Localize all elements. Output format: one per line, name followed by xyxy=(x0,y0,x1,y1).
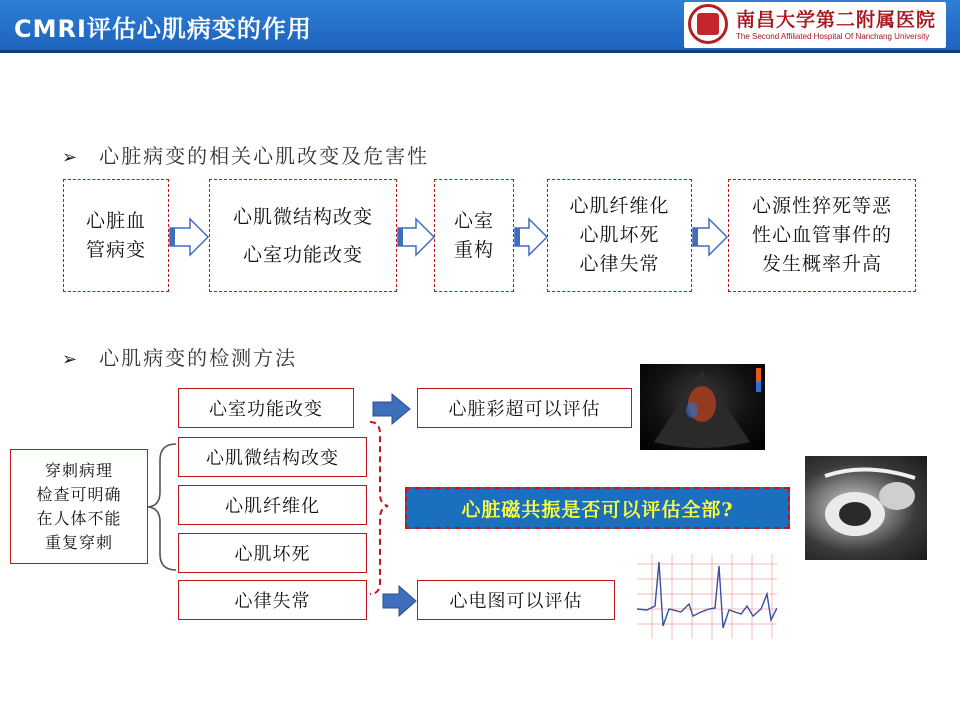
red-dashed-bracket xyxy=(368,418,390,598)
flow-text: 心肌坏死 xyxy=(579,224,660,246)
flow-text: 心律失常 xyxy=(579,253,660,275)
condition-text: 心室功能改变 xyxy=(209,399,323,420)
echo-method-box xyxy=(417,388,632,428)
right-arrow-icon xyxy=(372,393,412,425)
flow-box-1 xyxy=(63,179,169,292)
section2-heading xyxy=(62,342,297,371)
flow-text: 重构 xyxy=(453,238,494,261)
condition-text: 心肌纤维化 xyxy=(225,496,320,517)
flow-text: 心源性猝死等恶 xyxy=(751,195,892,217)
condition-box xyxy=(178,533,367,573)
condition-text: 心肌坏死 xyxy=(234,544,311,565)
flow-text: 心室功能改变 xyxy=(242,243,363,266)
biopsy-note-line: 重复穿刺 xyxy=(44,532,113,552)
condition-box xyxy=(178,437,367,477)
bullet-arrow-icon: ➢ xyxy=(62,349,80,370)
flow-box-3 xyxy=(434,179,514,292)
bracket-brace-icon xyxy=(146,440,180,575)
flow-arrow-icon xyxy=(396,217,436,257)
flow-arrow-icon xyxy=(168,217,210,257)
biopsy-note-line: 在人体不能 xyxy=(36,508,122,528)
ecg-method-text: 心电图可以评估 xyxy=(449,591,583,612)
bullet-arrow-icon: ➢ xyxy=(62,147,80,168)
ecg-strip-image xyxy=(637,554,777,639)
flow-arrow-icon xyxy=(513,217,549,257)
hospital-name-en: The Second Affiliated Hospital Of Nanchang University xyxy=(736,32,930,41)
mri-graphic xyxy=(805,456,927,560)
flow-text: 心室 xyxy=(453,209,494,232)
condition-box xyxy=(178,580,367,620)
slide-title: CMRI评估心肌病变的作用 xyxy=(14,15,312,43)
flow-box-4 xyxy=(547,179,692,292)
flow-box-5 xyxy=(728,179,916,292)
section1-heading-text: 心脏病变的相关心肌改变及危害性 xyxy=(99,144,430,168)
biopsy-note-line: 穿刺病理 xyxy=(44,460,113,480)
title-bar xyxy=(0,0,960,53)
flow-text: 性心血管事件的 xyxy=(751,224,892,246)
flow-text: 管病变 xyxy=(85,238,146,261)
ecg-graphic xyxy=(637,554,777,639)
flow-arrow-icon xyxy=(691,217,729,257)
hospital-name-cn: 南昌大学第二附属医院 xyxy=(736,9,937,31)
ecg-method-box xyxy=(417,580,615,620)
biopsy-note-box xyxy=(10,449,148,564)
cmr-question-text: 心脏磁共振是否可以评估全部? xyxy=(461,498,734,521)
flow-text: 心肌纤维化 xyxy=(569,195,670,217)
echo-method-text: 心脏彩超可以评估 xyxy=(448,399,601,420)
cardiac-mri-image xyxy=(805,456,927,560)
echocardiogram-image xyxy=(640,364,765,450)
condition-box xyxy=(178,485,367,525)
flow-text: 发生概率升高 xyxy=(761,253,882,275)
hospital-seal-icon xyxy=(688,4,728,44)
hospital-logo xyxy=(684,2,946,48)
section2-heading-text: 心肌病变的检测方法 xyxy=(99,346,298,370)
echo-fan-graphic xyxy=(640,364,765,450)
flow-text: 心脏血 xyxy=(85,209,146,232)
condition-box xyxy=(178,388,354,428)
flow-box-2 xyxy=(209,179,397,292)
flow-text: 心肌微结构改变 xyxy=(232,205,373,228)
condition-text: 心肌微结构改变 xyxy=(206,448,339,469)
right-arrow-icon xyxy=(382,585,418,617)
condition-text: 心律失常 xyxy=(234,591,311,612)
cmr-question-box xyxy=(405,487,790,529)
biopsy-note-line: 检查可明确 xyxy=(36,484,122,504)
section1-heading xyxy=(62,140,429,169)
